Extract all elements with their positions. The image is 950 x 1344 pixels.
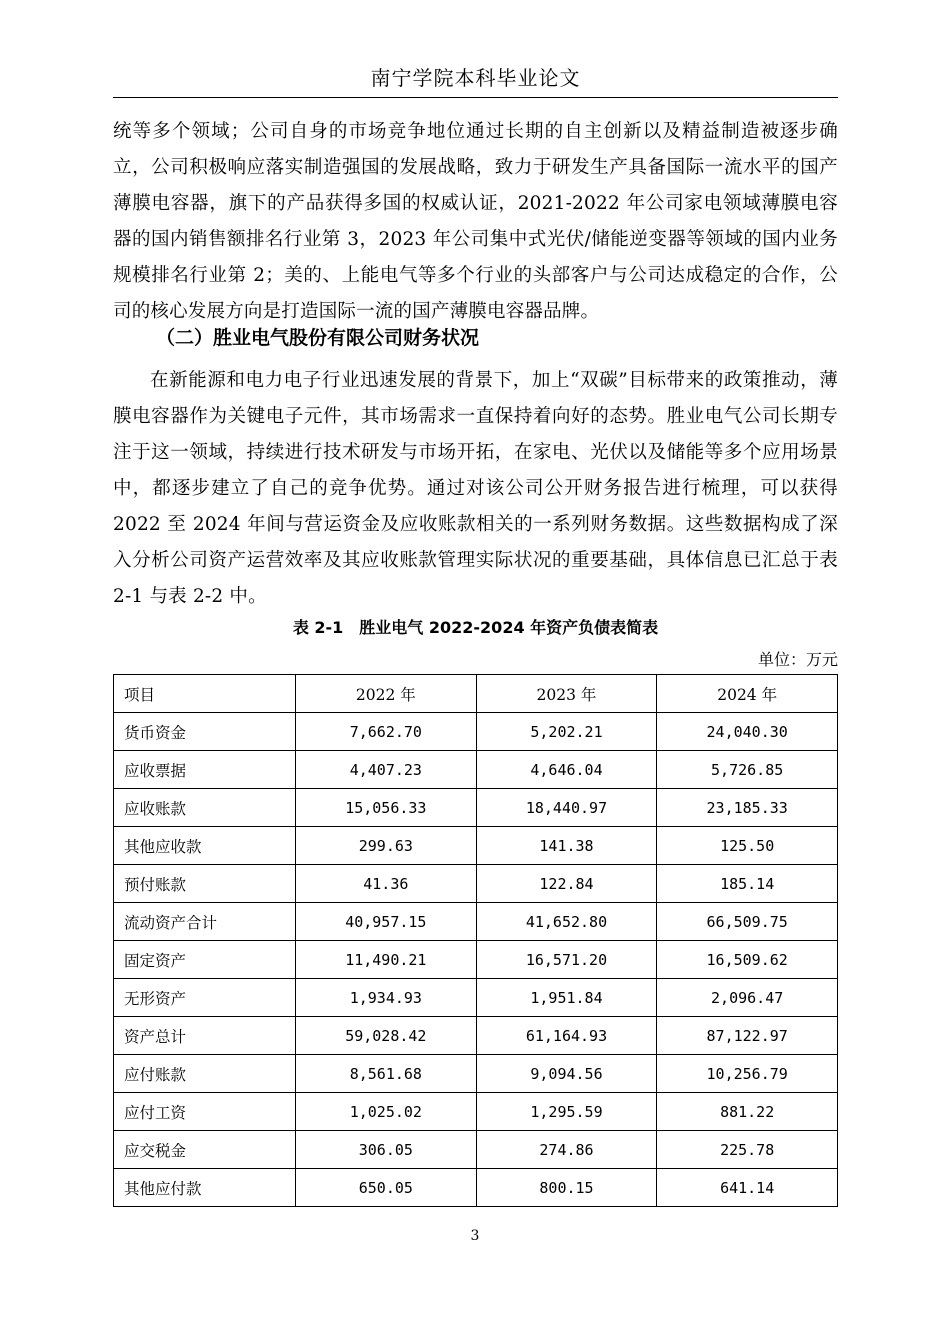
cell-value: 15,056.33 xyxy=(296,789,477,827)
table-row xyxy=(114,1131,838,1169)
cell-value: 1,295.59 xyxy=(476,1093,657,1131)
section-heading: （二）胜业电气股份有限公司财务状况 xyxy=(156,327,480,349)
cell-value: 41,652.80 xyxy=(476,903,657,941)
cell-value: 23,185.33 xyxy=(657,789,838,827)
cell-value: 122.84 xyxy=(476,865,657,903)
cell-value: 274.86 xyxy=(476,1131,657,1169)
cell-value: 1,934.93 xyxy=(296,979,477,1017)
row-label: 流动资产合计 xyxy=(114,903,296,941)
cell-value: 299.63 xyxy=(296,827,477,865)
table-row xyxy=(114,1169,838,1207)
row-label: 应付账款 xyxy=(114,1055,296,1093)
body-paragraph-1: 统等多个领域；公司自身的市场竞争地位通过长期的自主创新以及精益制造被逐步确立，公司积极响应落实制造强国的发展战略，致力于研发生产具备国际一流水平的国产薄膜电容器，旗下的产品获得多国的权威认证，2021-2022 年公司家电领域薄膜电容器的国内销售额排名行业第 3，2023 年公司集中式光伏/储能逆变器等领域的国内业务规模排名行业第 2；美的、上能电气等多个行业的头部客户与公司达成稳定的合作，公司的核心发展方向是打造国际一流的国产薄膜电容器品牌。 xyxy=(113,121,838,322)
cell-value: 641.14 xyxy=(657,1169,838,1207)
row-label: 应付工资 xyxy=(114,1093,296,1131)
row-label: 应交税金 xyxy=(114,1131,296,1169)
table-row xyxy=(114,1055,838,1093)
cell-value: 2,096.47 xyxy=(657,979,838,1017)
cell-value: 1,025.02 xyxy=(296,1093,477,1131)
table-row xyxy=(114,827,838,865)
table-row xyxy=(114,941,838,979)
cell-value: 9,094.56 xyxy=(476,1055,657,1093)
table-row xyxy=(114,865,838,903)
row-label: 其他应收款 xyxy=(114,827,296,865)
row-label: 应收账款 xyxy=(114,789,296,827)
cell-value: 87,122.97 xyxy=(657,1017,838,1055)
cell-value: 41.36 xyxy=(296,865,477,903)
table-caption: 表 2-1 胜业电气 2022-2024 年资产负债表简表 xyxy=(292,618,659,637)
header-cell-item: 项目 xyxy=(114,675,296,713)
cell-value: 11,490.21 xyxy=(296,941,477,979)
cell-value: 18,440.97 xyxy=(476,789,657,827)
cell-value: 66,509.75 xyxy=(657,903,838,941)
cell-value: 7,662.70 xyxy=(296,713,477,751)
table-unit-label: 单位：万元 xyxy=(757,650,838,669)
cell-value: 8,561.68 xyxy=(296,1055,477,1093)
table-row xyxy=(114,903,838,941)
row-label: 无形资产 xyxy=(114,979,296,1017)
cell-value: 4,646.04 xyxy=(476,751,657,789)
table-row xyxy=(114,1017,838,1055)
cell-value: 59,028.42 xyxy=(296,1017,477,1055)
cell-value: 24,040.30 xyxy=(657,713,838,751)
table-row xyxy=(114,751,838,789)
cell-value: 306.05 xyxy=(296,1131,477,1169)
table-header-row xyxy=(114,675,838,713)
cell-value: 881.22 xyxy=(657,1093,838,1131)
cell-value: 225.78 xyxy=(657,1131,838,1169)
cell-value: 141.38 xyxy=(476,827,657,865)
header-cell-2024: 2024 年 xyxy=(657,675,838,713)
cell-value: 800.15 xyxy=(476,1169,657,1207)
balance-sheet-table xyxy=(113,674,838,1207)
row-label: 应收票据 xyxy=(114,751,296,789)
table-row xyxy=(114,713,838,751)
cell-value: 61,164.93 xyxy=(476,1017,657,1055)
page-header-title: 南宁学院本科毕业论文 xyxy=(113,58,838,98)
cell-value: 10,256.79 xyxy=(657,1055,838,1093)
row-label: 固定资产 xyxy=(114,941,296,979)
row-label: 预付账款 xyxy=(114,865,296,903)
row-label: 货币资金 xyxy=(114,713,296,751)
cell-value: 185.14 xyxy=(657,865,838,903)
header-cell-2023: 2023 年 xyxy=(476,675,657,713)
table-row xyxy=(114,1093,838,1131)
cell-value: 4,407.23 xyxy=(296,751,477,789)
page-number: 3 xyxy=(470,1228,480,1244)
cell-value: 40,957.15 xyxy=(296,903,477,941)
cell-value: 5,726.85 xyxy=(657,751,838,789)
header-cell-2022: 2022 年 xyxy=(296,675,477,713)
cell-value: 125.50 xyxy=(657,827,838,865)
cell-value: 5,202.21 xyxy=(476,713,657,751)
row-label: 资产总计 xyxy=(114,1017,296,1055)
cell-value: 16,571.20 xyxy=(476,941,657,979)
cell-value: 1,951.84 xyxy=(476,979,657,1017)
cell-value: 650.05 xyxy=(296,1169,477,1207)
table-row xyxy=(114,789,838,827)
row-label: 其他应付款 xyxy=(114,1169,296,1207)
table-row xyxy=(114,979,838,1017)
cell-value: 16,509.62 xyxy=(657,941,838,979)
body-paragraph-2: 在新能源和电力电子行业迅速发展的背景下，加上“双碳”目标带来的政策推动，薄膜电容器作为关键电子元件，其市场需求一直保持着向好的态势。胜业电气公司长期专注于这一领域，持续进行技术研发与市场开拓，在家电、光伏以及储能等多个应用场景中，都逐步建立了自己的竞争优势。通过对该公司公开财务报告进行梳理，可以获得 2022 至 2024 年间与营运资金及应收账款相关的一系列财务数据。这些数据构成了深入分析公司资产运营效率及其应收账款管理实际状况的重要基础，具体信息已汇总于表 2-1 与表 2-2 中。 xyxy=(113,370,838,607)
